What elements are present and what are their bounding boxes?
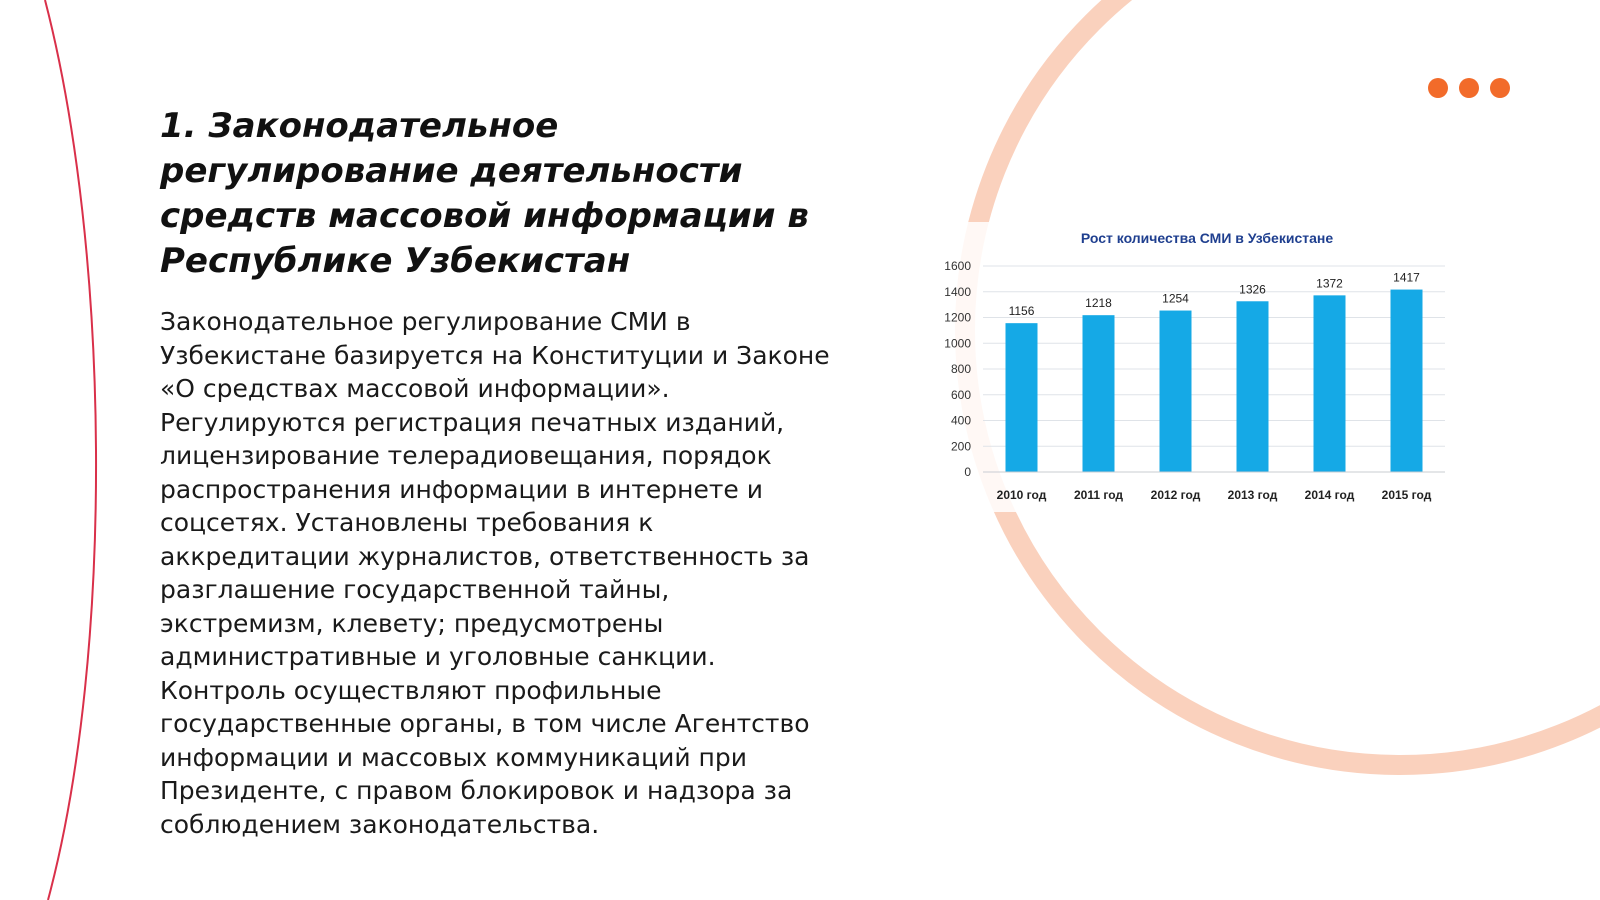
- y-tick-label: 600: [950, 387, 971, 402]
- menu-dots-icon: [1428, 78, 1510, 98]
- x-tick-label: 2010 год: [996, 488, 1047, 502]
- dot-icon: [1490, 78, 1510, 98]
- data-label: 1326: [1239, 282, 1266, 297]
- data-label: 1417: [1393, 270, 1420, 285]
- y-tick-label: 1000: [944, 336, 971, 351]
- x-tick-label: 2012 год: [1150, 488, 1201, 502]
- bar: [1160, 311, 1192, 472]
- chart-title: Рост количества СМИ в Узбекистане: [1080, 230, 1334, 246]
- data-label: 1254: [1162, 291, 1189, 306]
- bar: [1237, 301, 1269, 472]
- bar-chart: [935, 222, 1455, 512]
- slide-body-text: Законодательное регулирование СМИ в Узбекистане базируется на Конституции и Законе «О средствах массовой информации». Регулируются регистрация печатных изданий, лицензирование телерадиовещания, порядок распространения информации в интернете и соцсетях. Установлены требования к аккредитации журналистов, ответственность за разглашение государственной тайны, экстремизм, клевету; предусмотрены административные и уголовные санкции. Контроль осуществляют профильные государственные органы, в том числе Агентство информации и массовых коммуникаций при Президенте, с правом блокировок и надзора за соблюдением законодательства.: [160, 307, 830, 839]
- bar: [1083, 315, 1115, 472]
- x-tick-label: 2011 год: [1074, 488, 1123, 502]
- bar: [1314, 295, 1346, 472]
- data-label: 1372: [1316, 276, 1343, 291]
- dot-icon: [1428, 78, 1448, 98]
- data-label: 1156: [1008, 304, 1035, 319]
- y-tick-label: 400: [950, 413, 971, 428]
- y-tick-label: 1400: [944, 284, 971, 299]
- bar: [1391, 290, 1423, 472]
- y-tick-label: 200: [950, 439, 971, 454]
- y-tick-label: 1200: [944, 310, 971, 325]
- slide-title: 1. Законодательное регулирование деятельности средств массовой информации в Республике Узбекистан: [160, 106, 809, 281]
- y-tick-label: 0: [964, 465, 971, 479]
- dot-icon: [1459, 78, 1479, 98]
- y-tick-label: 1600: [944, 259, 971, 273]
- data-label: 1218: [1085, 296, 1112, 311]
- bar: [1006, 323, 1038, 472]
- x-tick-label: 2014 год: [1304, 488, 1355, 502]
- x-tick-label: 2015 год: [1381, 488, 1432, 502]
- y-tick-label: 800: [950, 362, 971, 376]
- x-tick-label: 2013 год: [1227, 488, 1278, 502]
- left-accent-line: [45, 0, 96, 900]
